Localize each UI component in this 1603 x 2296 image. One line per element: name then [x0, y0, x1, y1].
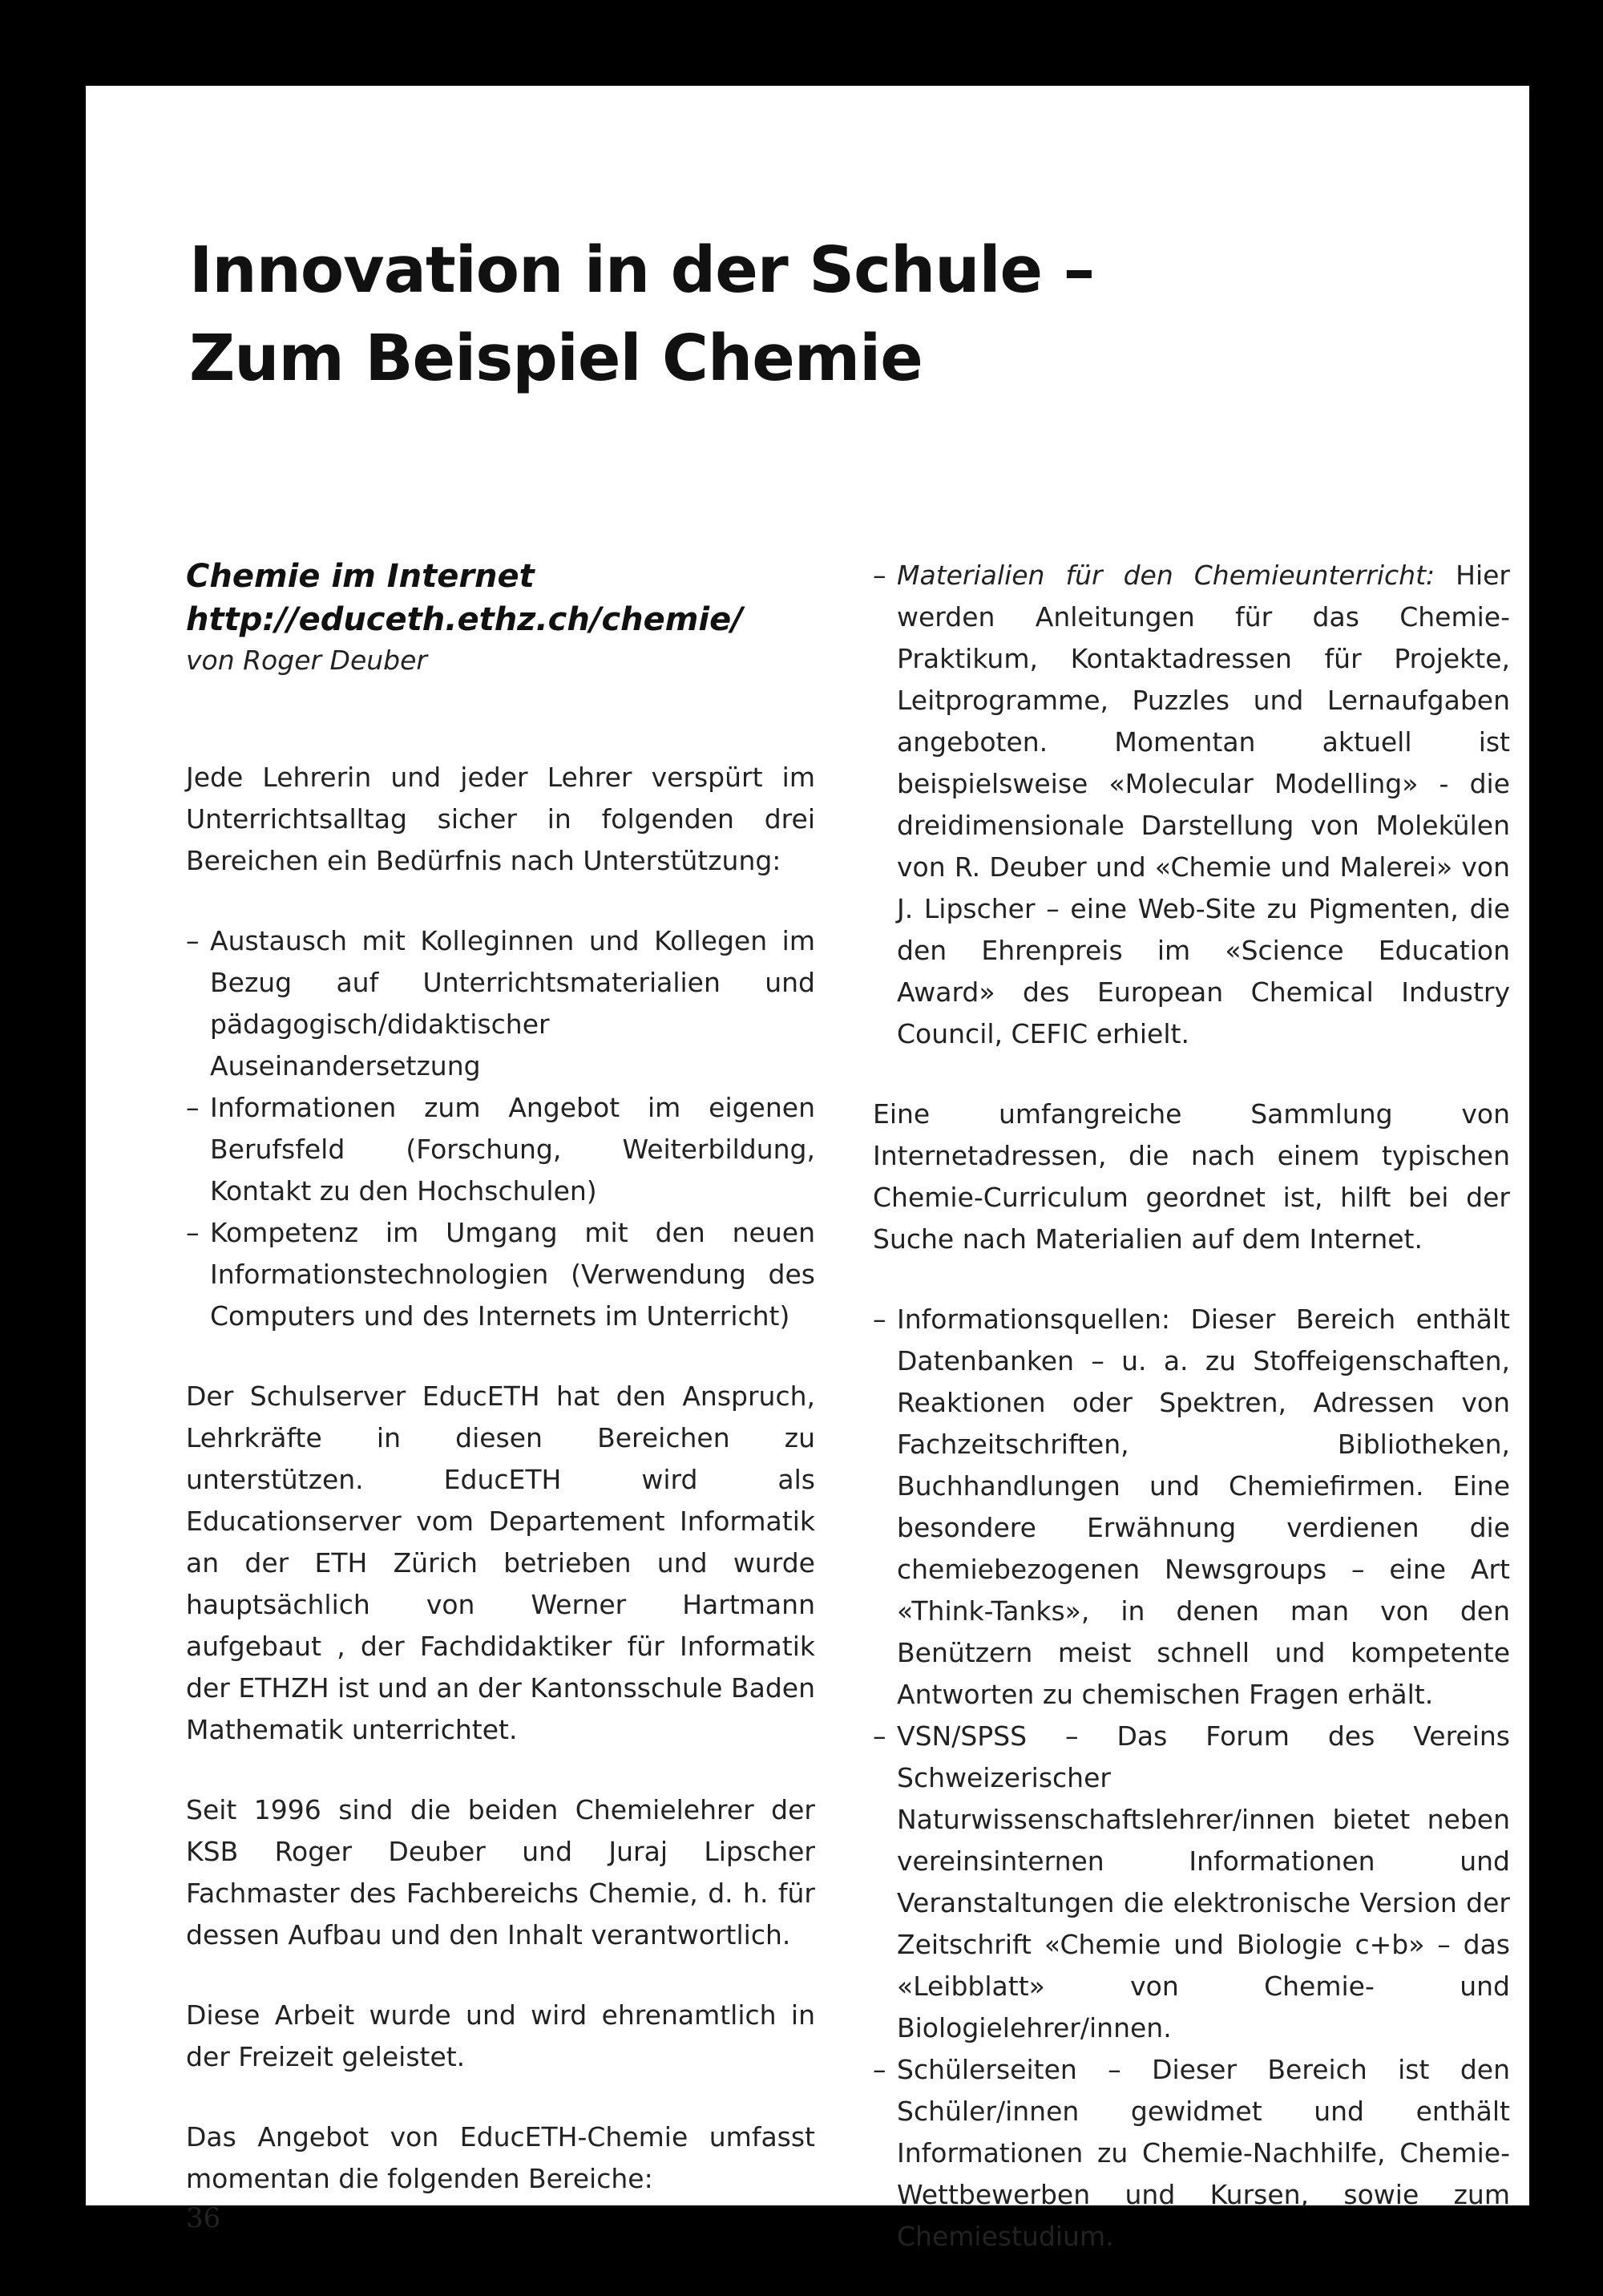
list-item: – Informationsquellen: Dieser Bereich enthält Datenbanken – u. a. zu Stoffeigenschaften, Reaktionen oder Spektren, Adressen von Fachzeitschriften, Bibliotheken, Buchhandlungen und Chemiefirmen. Eine besondere Erwähnung verdienen die chemiebezogenen Newsgroups – eine Art «Think-Tanks», in denen man von den Benützern meist schnell und kompetente Antworten zu chemischen Fragen erhält. [873, 1299, 1510, 1716]
needs-list [186, 920, 815, 1337]
article-title [189, 226, 1094, 402]
section-heading-line-1: Chemie im Internet [186, 558, 535, 595]
page-number: 36 [186, 2202, 221, 2234]
intro-paragraph: Jede Lehrerin und jeder Lehrer verspürt im Unterrichtsalltag sicher in folgenden drei Bereichen ein Bedürfnis nach Unterstützung: [186, 762, 815, 876]
author-byline: von Roger Deuber [186, 645, 427, 676]
title-line-1: Innovation in der Schule – [189, 233, 1095, 307]
section-heading [186, 555, 815, 641]
educeth-paragraph: Der Schulserver EducETH hat den Anspruch, Lehrkräfte in diesen Bereichen zu unterstützen. EducETH wird als Educationserver vom Departement Informatik an der ETH Zürich betrieben und wurde hauptsächlich von Werner Hartmann aufgebaut , der Fachdidaktiker für Informatik der ETHZH ist und an der Kantonsschule Baden Mathematik unterrichtet. [186, 1380, 815, 1745]
collection-paragraph: Eine umfangreiche Sammlung von Internetadressen, die nach einem typischen Chemie-Curriculum geordnet ist, hilft bei der Suche nach Materialien auf dem Internet. [873, 1098, 1510, 1255]
left-column [186, 555, 815, 2238]
list-item: – VSN/SPSS – Das Forum des Vereins Schweizerischer Naturwissenschaftslehrer/innen bietet neben vereinsinternen Informationen und Veranstaltungen die elektronische Version der Zeitschrift «Chemie und Biologie c+b» – das «Leibblatt» von Chemie- und Biologielehrer/innen. [873, 1716, 1510, 2049]
since-1996-paragraph: Seit 1996 sind die beiden Chemielehrer der KSB Roger Deuber und Juraj Lipscher Fachmaster des Fachbereichs Chemie, d. h. für dessen Aufbau und den Inhalt verantwortlich. [186, 1794, 815, 1950]
list-item: – Austausch mit Kolleginnen und Kollegen im Bezug auf Unterrichtsmaterialien und pädagogisch/didaktischer Auseinandersetzung [186, 920, 815, 1087]
volunteer-paragraph: Diese Arbeit wurde und wird ehrenamtlich in der Freizeit geleistet. [186, 1999, 815, 2072]
list-item: – Informationen zum Angebot im eigenen Berufsfeld (Forschung, Weiterbildung, Kontakt zu den Hochschulen) [186, 1087, 815, 1212]
title-line-2: Zum Beispiel Chemie [189, 321, 923, 395]
section-url: http://educeth.ethz.ch/chemie/ [186, 601, 743, 638]
list-item [873, 555, 1510, 1055]
materials-list [873, 555, 1510, 1055]
list-item: – Kompetenz im Umgang mit den neuen Informationstechnologien (Verwendung des Computers und des Internets im Unterricht) [186, 1212, 815, 1337]
offer-paragraph: Das Angebot von EducETH-Chemie umfasst momentan die folgenden Bereiche: [186, 2121, 815, 2194]
right-column [873, 555, 1510, 2296]
page [86, 86, 1529, 2252]
areas-list [873, 1299, 1510, 2258]
list-item: – Schülerseiten – Dieser Bereich ist den Schüler/innen gewidmet und enthält Informationen zu Chemie-Nachhilfe, Chemie-Wettbewerben und Kursen, sowie zum Chemiestudium. [873, 2049, 1510, 2258]
materials-text: Hier werden Anleitungen für das Chemie-Praktikum, Kontaktadressen für Projekte, Leitprogramme, Puzzles und Lernaufgaben angeboten. Momentan aktuell ist beispielsweise «Molecular Modelling» - die dreidimensionale Darstellung von Molekülen von R. Deuber und «Chemie und Malerei» von J. Lipscher – eine Web-Site zu Pigmenten, die den Ehrenpreis im «Science Education Award» des European Chemical Industry Council, CEFIC erhielt. [897, 560, 1510, 1049]
materials-label: Materialien für den Chemieunterricht: [897, 560, 1435, 591]
